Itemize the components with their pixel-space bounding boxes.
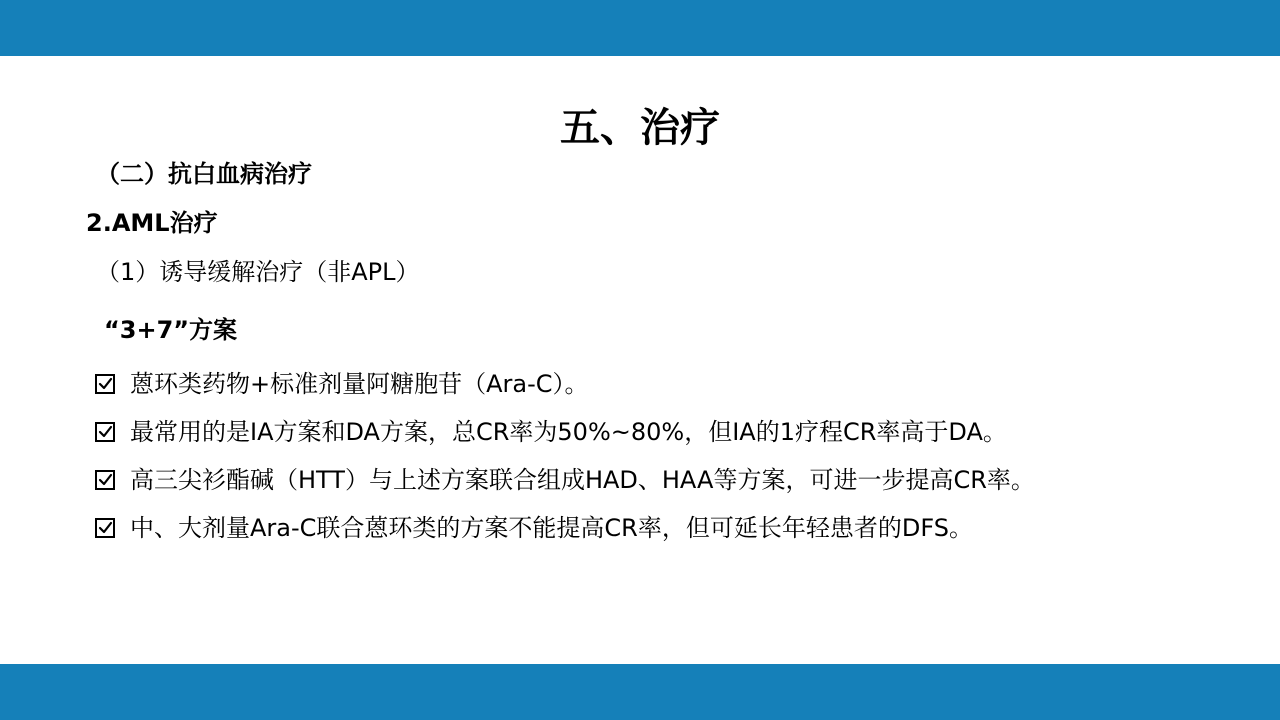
top-color-band <box>0 0 1280 56</box>
checkbox-checked-icon <box>94 517 116 539</box>
bullet-item <box>94 360 1035 408</box>
bullet-text: 高三尖衫酯碱（HTT）与上述方案联合组成HAD、HAA等方案，可进一步提高CR率。 <box>130 466 1035 494</box>
bullet-text: 最常用的是IA方案和DA方案，总CR率为50%~80%，但IA的1疗程CR率高于DA。 <box>130 418 1007 446</box>
checkbox-checked-icon <box>94 469 116 491</box>
slide-title: 五、治疗 <box>560 105 720 151</box>
checkbox-checked-icon <box>94 373 116 395</box>
step-label: （1）诱导缓解治疗（非APL） <box>96 258 420 286</box>
bullet-text: 蒽环类药物+标准剂量阿糖胞苷（Ara-C）。 <box>130 370 589 398</box>
regimen-heading: “3+7”方案 <box>104 316 238 344</box>
bullet-item <box>94 456 1035 504</box>
subsection-heading: 2.AML治疗 <box>86 209 218 237</box>
bullet-text: 中、大剂量Ara-C联合蒽环类的方案不能提高CR率，但可延长年轻患者的DFS。 <box>130 514 973 542</box>
bullet-list <box>94 360 1035 552</box>
bottom-color-band <box>0 664 1280 720</box>
bullet-item <box>94 504 1035 552</box>
bullet-item <box>94 408 1035 456</box>
checkbox-checked-icon <box>94 421 116 443</box>
section-heading: （二）抗白血病治疗 <box>96 160 312 188</box>
